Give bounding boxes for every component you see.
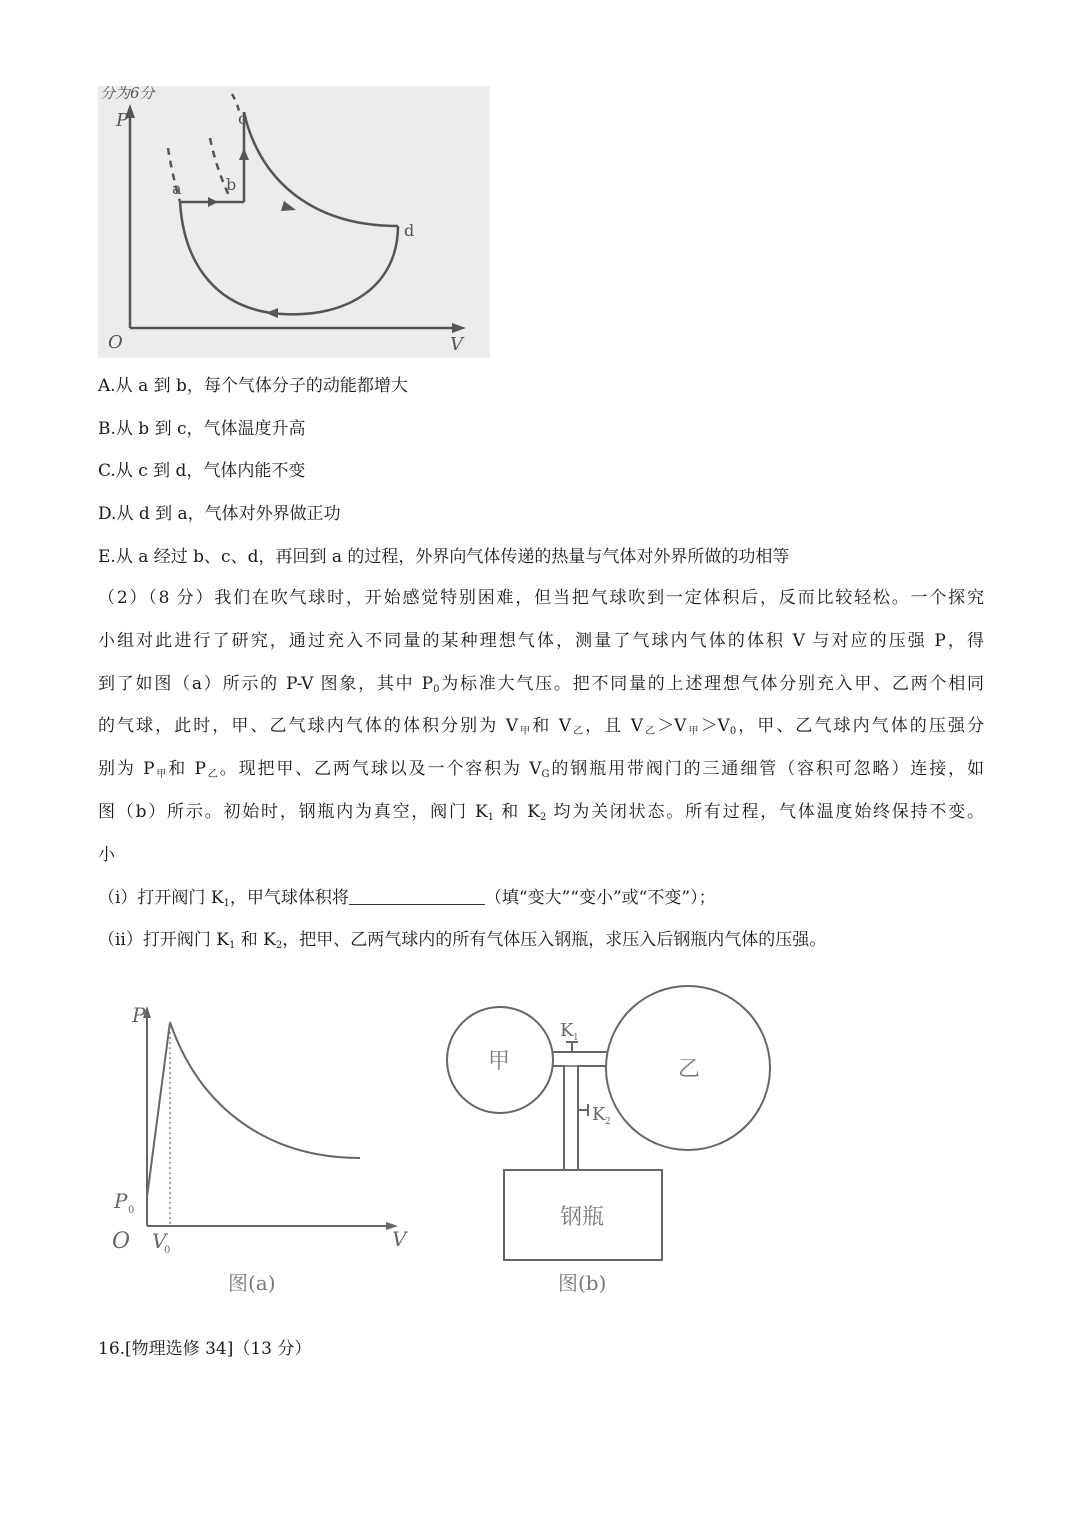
valve-k2-label: K — [592, 1104, 606, 1125]
figure-a-svg — [100, 1000, 410, 1310]
v-yi-subscript: 乙 — [571, 726, 586, 738]
k2-subscript: 2 — [539, 811, 547, 823]
point-label-a: a — [172, 179, 182, 198]
q2-line-4-f: ，甲、乙气球内气体的压强分 — [736, 716, 984, 737]
v-axis-label: V — [450, 334, 463, 355]
arrow-a-b — [208, 197, 218, 207]
question-16-heading: 16.[物理选修 34]（13 分） — [98, 1339, 312, 1359]
v-yi-subscript-2: 乙 — [643, 726, 658, 738]
p-axis-label: P — [116, 110, 129, 131]
header-fragment: 分为6分 — [100, 86, 155, 102]
q2-line-5-c: 。现把甲、乙两气球以及一个容积为 V — [219, 759, 542, 780]
q2-line-5-d: 的钢瓶用带阀门的三通细管（容积可忽略）连接，如 — [549, 759, 985, 780]
sub-ii-k1-subscript: 1 — [228, 940, 236, 952]
option-d: D.从 d 到 a，气体对外界做正功 — [98, 504, 341, 524]
sub-question-i — [98, 877, 984, 920]
pv-cycle-svg — [98, 86, 490, 358]
v-jia-subscript-2: 甲 — [686, 726, 701, 738]
option-a: A.从 a 到 b，每个气体分子的动能都增大 — [98, 376, 408, 396]
pv-cycle-figure — [98, 86, 490, 358]
balloon-yi-label: 乙 — [678, 1057, 701, 1082]
fig-a-caption: 图(a) — [228, 1271, 276, 1295]
q2-line-5-a: 别为 P — [98, 759, 155, 780]
q2-line-6-c: 均为关闭状态。所有过程，气体温度始终保持不变。 — [546, 801, 984, 822]
option-b: B.从 b 到 c，气体温度升高 — [98, 419, 306, 439]
sub-ii-k2-subscript: 2 — [275, 940, 283, 952]
sub-ii-a: （ii）打开阀门 K — [98, 930, 229, 951]
sub-i-c: （填“变大”“变小”或“不变”）； — [484, 887, 716, 908]
q2-line-2: 小组对此进行了研究，通过充入不同量的某种理想气体，测量了气球内气体的体积 V 与对应的压强 P，得 — [98, 630, 984, 651]
arrow-d-a — [266, 308, 278, 318]
v-jia-subscript: 甲 — [518, 726, 533, 738]
fig-a-p0-label: P — [114, 1189, 128, 1213]
q2-line-3 — [98, 663, 984, 706]
q2-line-4-b: 和 V — [532, 716, 571, 737]
option-e: E.从 a 经过 b、c、d，再回到 a 的过程，外界向气体传递的热量与气体对外界所做的功相等 — [98, 547, 790, 567]
q2-line-4 — [98, 705, 984, 748]
figure-b — [440, 980, 780, 1310]
fig-a-p0-sub: 0 — [128, 1205, 135, 1216]
q2-line-4-c: ，且 V — [585, 716, 643, 737]
valve-k1-label: K — [560, 1020, 574, 1041]
q2-line-4-d: ＞V — [657, 716, 687, 737]
sub-ii-b: 和 K — [235, 930, 276, 951]
answer-blank[interactable] — [349, 886, 485, 905]
q2-line-4-e: ＞V — [700, 716, 730, 737]
question-2-paragraph — [98, 577, 984, 962]
fig-a-v-label: V — [392, 1227, 407, 1251]
q2-line-4-a: 的气球，此时，甲、乙气球内气体的体积分别为 V — [98, 716, 519, 737]
q2-line-7: 小 — [98, 844, 115, 865]
q2-line-3-b: 为标准大气压。把不同量的上述理想气体分别充入甲、乙两个相同 — [439, 673, 985, 694]
sub-i-a: （i）打开阀门 K — [98, 887, 224, 908]
valve-k2-sub: 2 — [605, 1117, 611, 1127]
option-c: C.从 c 到 d，气体内能不变 — [98, 461, 306, 481]
sub-ii-c: ，把甲、乙两气球内的所有气体压入钢瓶，求压入后钢瓶内气体的压强。 — [282, 930, 827, 951]
q2-line-6-b: 和 K — [494, 801, 540, 822]
p0-subscript: 0 — [433, 683, 440, 695]
point-label-b: b — [226, 175, 237, 194]
point-label-c: c — [238, 109, 247, 128]
q2-line-1: （2）（8 分）我们在吹气球时，开始感觉特别困难，但当把气球吹到一定体积后，反而比较轻松。一个探究 — [98, 588, 984, 608]
p-yi-subscript: 乙 — [205, 769, 220, 781]
origin-label: O — [108, 332, 123, 353]
arrow-b-c — [239, 148, 249, 160]
q2-line-6-a: 图（b）所示。初始时，钢瓶内为真空，阀门 K — [98, 801, 488, 822]
figure-a — [100, 1000, 410, 1310]
fig-b-caption: 图(b) — [558, 1271, 607, 1295]
sub-i-b: ，甲气球体积将 — [229, 887, 349, 908]
p-jia-subscript: 甲 — [154, 769, 169, 781]
q2-line-3-a: 到了如图（a）所示的 P-V 图象，其中 P — [98, 673, 434, 694]
fig-a-curve — [147, 1022, 360, 1197]
process-c-d — [244, 112, 398, 226]
q2-line-6 — [98, 791, 984, 834]
valve-k1-sub: 1 — [573, 1033, 579, 1043]
arrow-c-d — [281, 201, 296, 211]
fig-a-v0-label: V — [152, 1229, 167, 1253]
steel-cylinder-label: 钢瓶 — [560, 1205, 605, 1230]
fig-a-v0-sub: 0 — [164, 1245, 171, 1256]
v-axis-arrow — [452, 323, 466, 333]
q2-line-5 — [98, 748, 984, 791]
vg-subscript: G — [541, 769, 550, 781]
q2-line-5-b: 和 P — [168, 759, 206, 780]
balloon-jia-label: 甲 — [488, 1049, 511, 1074]
sub-question-ii — [98, 919, 984, 962]
v0-subscript: 0 — [729, 726, 737, 738]
fig-a-p-label: P — [132, 1003, 146, 1027]
figure-b-svg — [440, 980, 780, 1310]
process-d-a — [180, 202, 398, 314]
sub-i-k1-subscript: 1 — [223, 897, 230, 909]
fig-a-origin-label: O — [112, 1229, 131, 1254]
point-label-d: d — [404, 221, 415, 240]
k1-subscript: 1 — [487, 811, 495, 823]
